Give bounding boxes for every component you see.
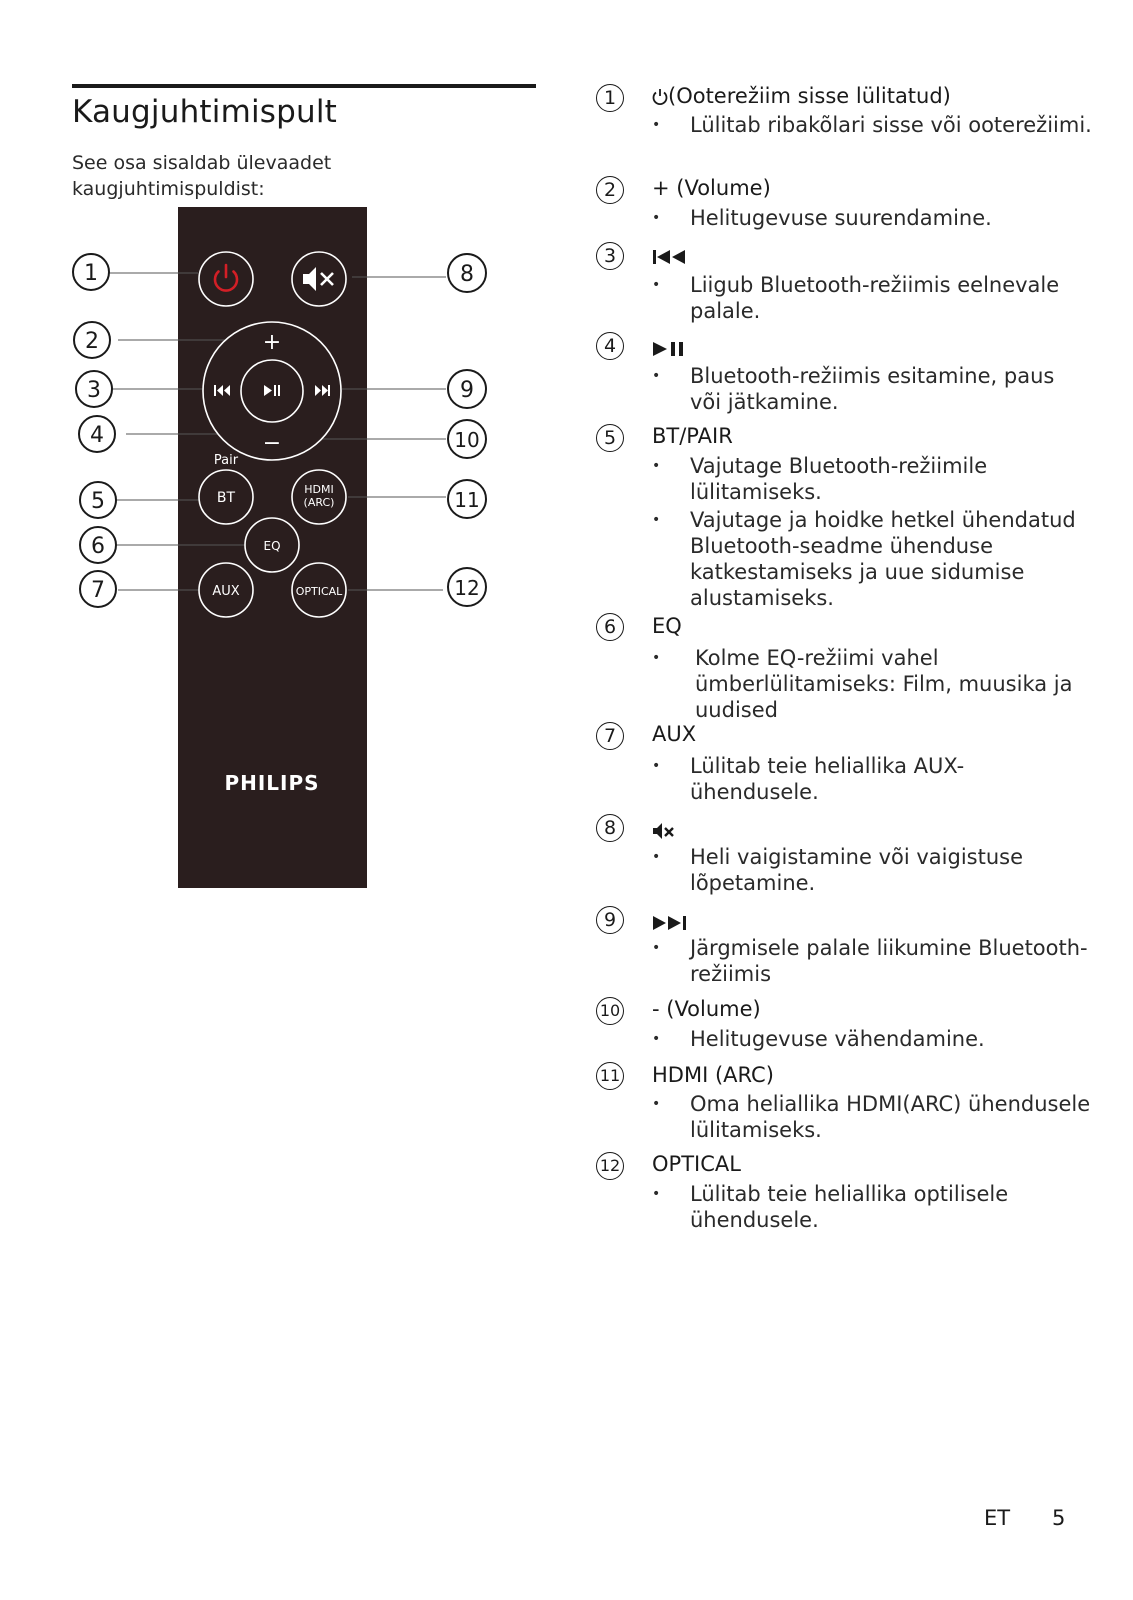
callout-6: 6 <box>91 534 105 559</box>
remote-illustration <box>60 205 510 905</box>
item-heading: + (Volume) <box>652 176 771 200</box>
bt-label: BT <box>216 490 236 506</box>
mute-icon <box>652 822 676 840</box>
callout-2: 2 <box>85 329 99 354</box>
callout-4: 4 <box>90 423 104 448</box>
item-heading: BT/PAIR <box>652 424 733 448</box>
hdmi-label-line1: HDMI <box>304 483 334 496</box>
item-bullet: • Helitugevuse vähendamine. <box>652 1027 985 1051</box>
intro-text: See osa sisaldab ülevaadet kaugjuhtimispuldist: <box>72 152 332 200</box>
power-icon <box>652 88 668 106</box>
item-heading: OPTICAL <box>652 1152 741 1176</box>
footer-language: ET <box>984 1506 1011 1530</box>
volume-down-label: − <box>262 431 282 456</box>
callout-3: 3 <box>87 378 101 403</box>
callout-7: 7 <box>91 578 105 603</box>
item-number: 4 <box>596 332 624 360</box>
callout-10: 10 <box>454 428 480 452</box>
item-number: 6 <box>596 613 624 641</box>
item-heading <box>652 910 688 934</box>
item-number: 5 <box>596 424 624 452</box>
item-bullet: • Järgmisele palale liikumine Bluetooth-režiimis <box>652 936 1088 986</box>
item-heading <box>652 336 688 360</box>
item-number: 7 <box>596 722 624 750</box>
item-bullet: • Heli vaigistamine või vaigistuse lõpetamine. <box>652 845 1024 895</box>
item-number: 10 <box>596 997 624 1025</box>
item-number: 9 <box>596 906 624 934</box>
power-button <box>199 252 253 306</box>
item-bullet: • Lülitab teie heliallika optilisele ühendusele. <box>652 1182 1009 1232</box>
item-number: 11 <box>596 1062 624 1090</box>
item-bullet: • Vajutage Bluetooth-režiimile lülitamiseks. <box>652 454 988 504</box>
item-heading <box>652 244 688 268</box>
item-number: 8 <box>596 814 624 842</box>
eq-label: EQ <box>263 539 281 553</box>
item-bullet: • Liigub Bluetooth-režiimis eelnevale palale. <box>652 273 1060 323</box>
item-heading: - (Volume) <box>652 997 761 1021</box>
hdmi-label-line2: (ARC) <box>303 496 335 509</box>
item-bullet: • Kolme EQ-režiimi vahel ümberlülitamiseks: Film, muusika ja uudised <box>652 646 1073 722</box>
item-bullet: • Lülitab ribakõlari sisse või ooterežiimi. <box>652 113 1092 137</box>
next-icon <box>652 914 688 932</box>
item-number: 2 <box>596 176 624 204</box>
item-bullet: • Lülitab teie heliallika AUX-ühendusele. <box>652 754 965 804</box>
mute-button <box>292 252 346 306</box>
item-number: 1 <box>596 84 624 112</box>
optical-label: OPTICAL <box>295 585 343 598</box>
item-heading: AUX <box>652 722 697 746</box>
item-bullet: • Bluetooth-režiimis esitamine, paus või jätkamine. <box>652 364 1055 414</box>
item-bullet: • Oma heliallika HDMI(ARC) ühendusele lülitamiseks. <box>652 1092 1091 1142</box>
item-bullet: • Vajutage ja hoidke hetkel ühendatud Bluetooth-seadme ühenduse katkestamiseks ja uue sidumise alustamiseks. <box>652 508 1076 610</box>
previous-icon <box>652 248 688 266</box>
page-title: Kaugjuhtimispult <box>72 94 338 130</box>
item-heading: EQ <box>652 614 682 638</box>
item-heading <box>652 818 676 842</box>
item-number: 12 <box>596 1152 624 1180</box>
item-heading: HDMI (ARC) <box>652 1063 774 1087</box>
pair-label: Pair <box>213 453 239 468</box>
callout-11: 11 <box>454 488 480 512</box>
item-heading: (Ooterežiim sisse lülitatud) <box>652 84 951 108</box>
callout-5: 5 <box>91 489 105 514</box>
callout-1: 1 <box>84 261 98 286</box>
callout-8: 8 <box>460 262 474 287</box>
volume-up-label: + <box>262 330 282 355</box>
callout-12: 12 <box>454 576 480 600</box>
play-pause-button <box>241 360 303 422</box>
callout-9: 9 <box>460 378 474 403</box>
title-rule <box>72 84 536 88</box>
play-pause-icon <box>652 340 688 358</box>
item-bullet: • Helitugevuse suurendamine. <box>652 206 992 230</box>
philips-logo: PHILIPS <box>224 771 320 795</box>
item-number: 3 <box>596 242 624 270</box>
aux-label: AUX <box>212 584 240 599</box>
footer-page-number: 5 <box>1052 1506 1066 1530</box>
